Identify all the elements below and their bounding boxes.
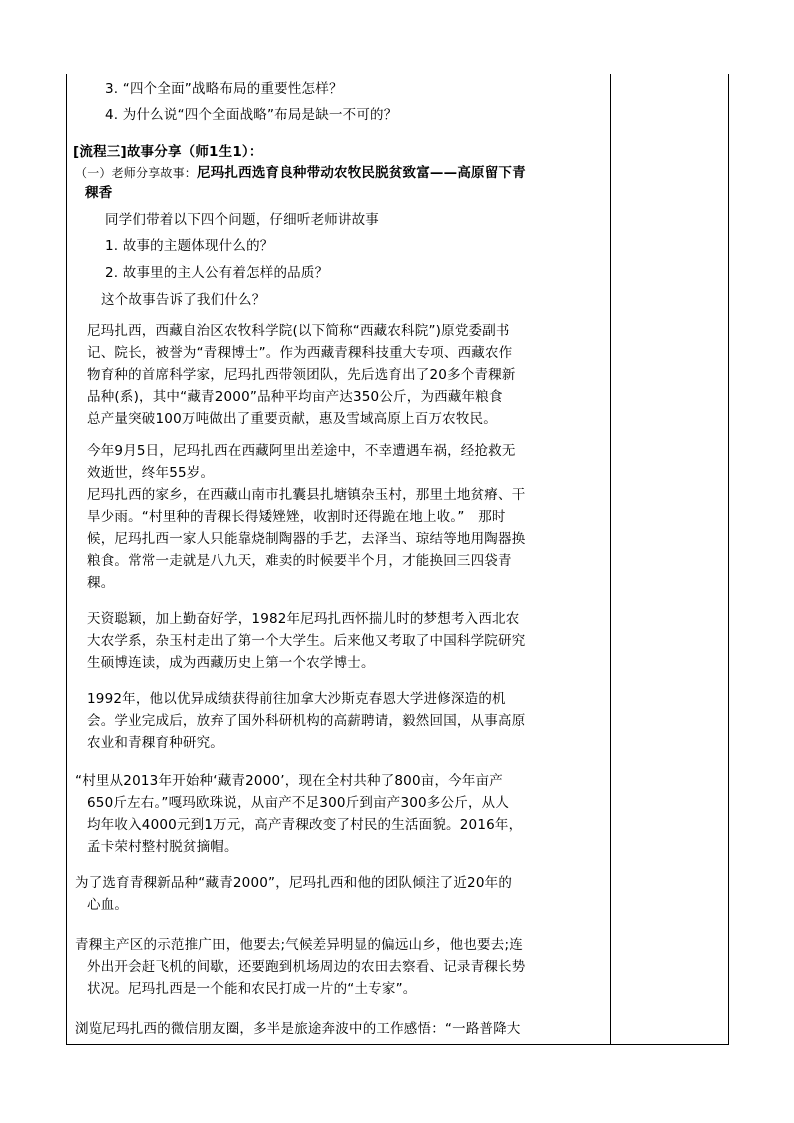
- paragraph-5-line: 会。学业完成后，放弃了国外科研机构的高薪聘请，毅然回国，从事高原: [87, 713, 526, 729]
- paragraph-3-line: 稞。: [87, 575, 115, 591]
- paragraph-1-line: 物育种的首席科学家，尼玛扎西带领团队，先后选育出了20多个青稞新: [87, 367, 516, 383]
- story-heading-prefix: （一）老师分享故事：: [75, 166, 198, 180]
- paragraph-6-line: 孟卡荣村整村脱贫摘帽。: [87, 839, 238, 855]
- paragraph-5-line: 1992年，他以优异成绩获得前往加拿大沙斯克春恩大学进修深造的机: [87, 691, 506, 707]
- paragraph-9-line: 浏览尼玛扎西的微信朋友圈，多半是旅途奔波中的工作感悟：“一路普降大: [75, 1021, 521, 1037]
- paragraph-4-line: 大农学系，杂玉村走出了第一个大学生。后来他又考取了中国科学院研究: [87, 633, 526, 649]
- paragraph-6-line: “村里从2013年开始种‘藏青2000’，现在全村共种了800亩，今年亩产: [75, 773, 503, 789]
- process-3-title: [流程三]故事分享（师1生1）：: [73, 144, 263, 160]
- lesson-table: [66, 74, 729, 1045]
- paragraph-8-line: 外出开会赶飞机的间歇，还要跑到机场周边的农田去察看、记录青稞长势: [87, 959, 526, 975]
- paragraph-3-line: 粮食。常常一走就是八九天，难卖的时候要半个月，才能换回三四袋青: [87, 553, 512, 569]
- paragraph-8-line: 状况。尼玛扎西是一个能和农民打成一片的“土专家”。: [87, 981, 417, 997]
- paragraph-6-line: 650斤左右。”嘎玛欧珠说，从亩产不足300斤到亩产300多公斤，从人: [87, 795, 510, 811]
- story-heading: [75, 164, 526, 182]
- question-3: 3. “四个全面”战略布局的重要性怎样？: [105, 81, 343, 97]
- intro-text: 同学们带着以下四个问题，仔细听老师讲故事: [105, 212, 379, 228]
- content-cell: [67, 74, 610, 1044]
- paragraph-4-line: 生硕博连读，成为西藏历史上第一个农学博士。: [87, 655, 375, 671]
- paragraph-5-line: 农业和青稞育种研究。: [87, 735, 224, 751]
- paragraph-7-line: 心血。: [87, 897, 129, 913]
- paragraph-1-line: 尼玛扎西，西藏自治区农牧科学院(以下简称“西藏农科院”)原党委副书: [87, 323, 510, 339]
- sub-question-3: 这个故事告诉了我们什么？: [101, 292, 266, 308]
- paragraph-7-line: 为了选育青稞新品种“藏青2000”，尼玛扎西和他的团队倾注了近20年的: [75, 875, 513, 891]
- question-4: 4. 为什么说“四个全面战略”布局是缺一不可的？: [105, 107, 398, 123]
- sub-question-1: 1. 故事的主题体现什么的？: [105, 238, 274, 254]
- paragraph-2-line: 效逝世，终年55岁。: [87, 465, 215, 481]
- paragraph-3-line: 旱少雨。“村里种的青稞长得矮矬矬，收割时还得跪在地上收。” 那时: [87, 509, 506, 525]
- paragraph-4-line: 天资聪颖，加上勤奋好学，1982年尼玛扎西怀揣儿时的梦想考入西北农: [87, 611, 520, 627]
- paragraph-1-line: 记、院长，被誉为“青稞博士”。作为西藏青稞科技重大专项、西藏农作: [87, 345, 513, 361]
- column-divider: [610, 74, 611, 1044]
- paragraph-6-line: 均年收入4000元到1万元，高产青稞改变了村民的生活面貌。2016年，: [87, 817, 523, 833]
- paragraph-1-line: 品种(系)，其中“藏青2000”品种平均亩产达350公斤，为西藏年粮食: [87, 389, 503, 405]
- story-heading-title: 尼玛扎西选育良种带动农牧民脱贫致富——高原留下青: [197, 165, 526, 181]
- paragraph-3-line: 尼玛扎西的家乡，在西藏山南市扎囊县扎塘镇杂玉村，那里土地贫瘠、干: [87, 487, 526, 503]
- story-heading-title-cont: 稞香: [85, 185, 113, 201]
- sub-question-2: 2. 故事里的主人公有着怎样的品质？: [105, 265, 329, 281]
- paragraph-3-line: 候，尼玛扎西一家人只能靠烧制陶器的手艺，去泽当、琼结等地用陶器换: [87, 531, 526, 547]
- paragraph-8-line: 青稞主产区的示范推广田，他要去;气候差异明显的偏远山乡，他也要去;连: [75, 937, 523, 953]
- paragraph-2-line: 今年9月5日，尼玛扎西在西藏阿里出差途中，不幸遭遇车祸，经抢救无: [87, 443, 516, 459]
- paragraph-1-line: 总产量突破100万吨做出了重要贡献，惠及雪域高原上百万农牧民。: [87, 411, 497, 427]
